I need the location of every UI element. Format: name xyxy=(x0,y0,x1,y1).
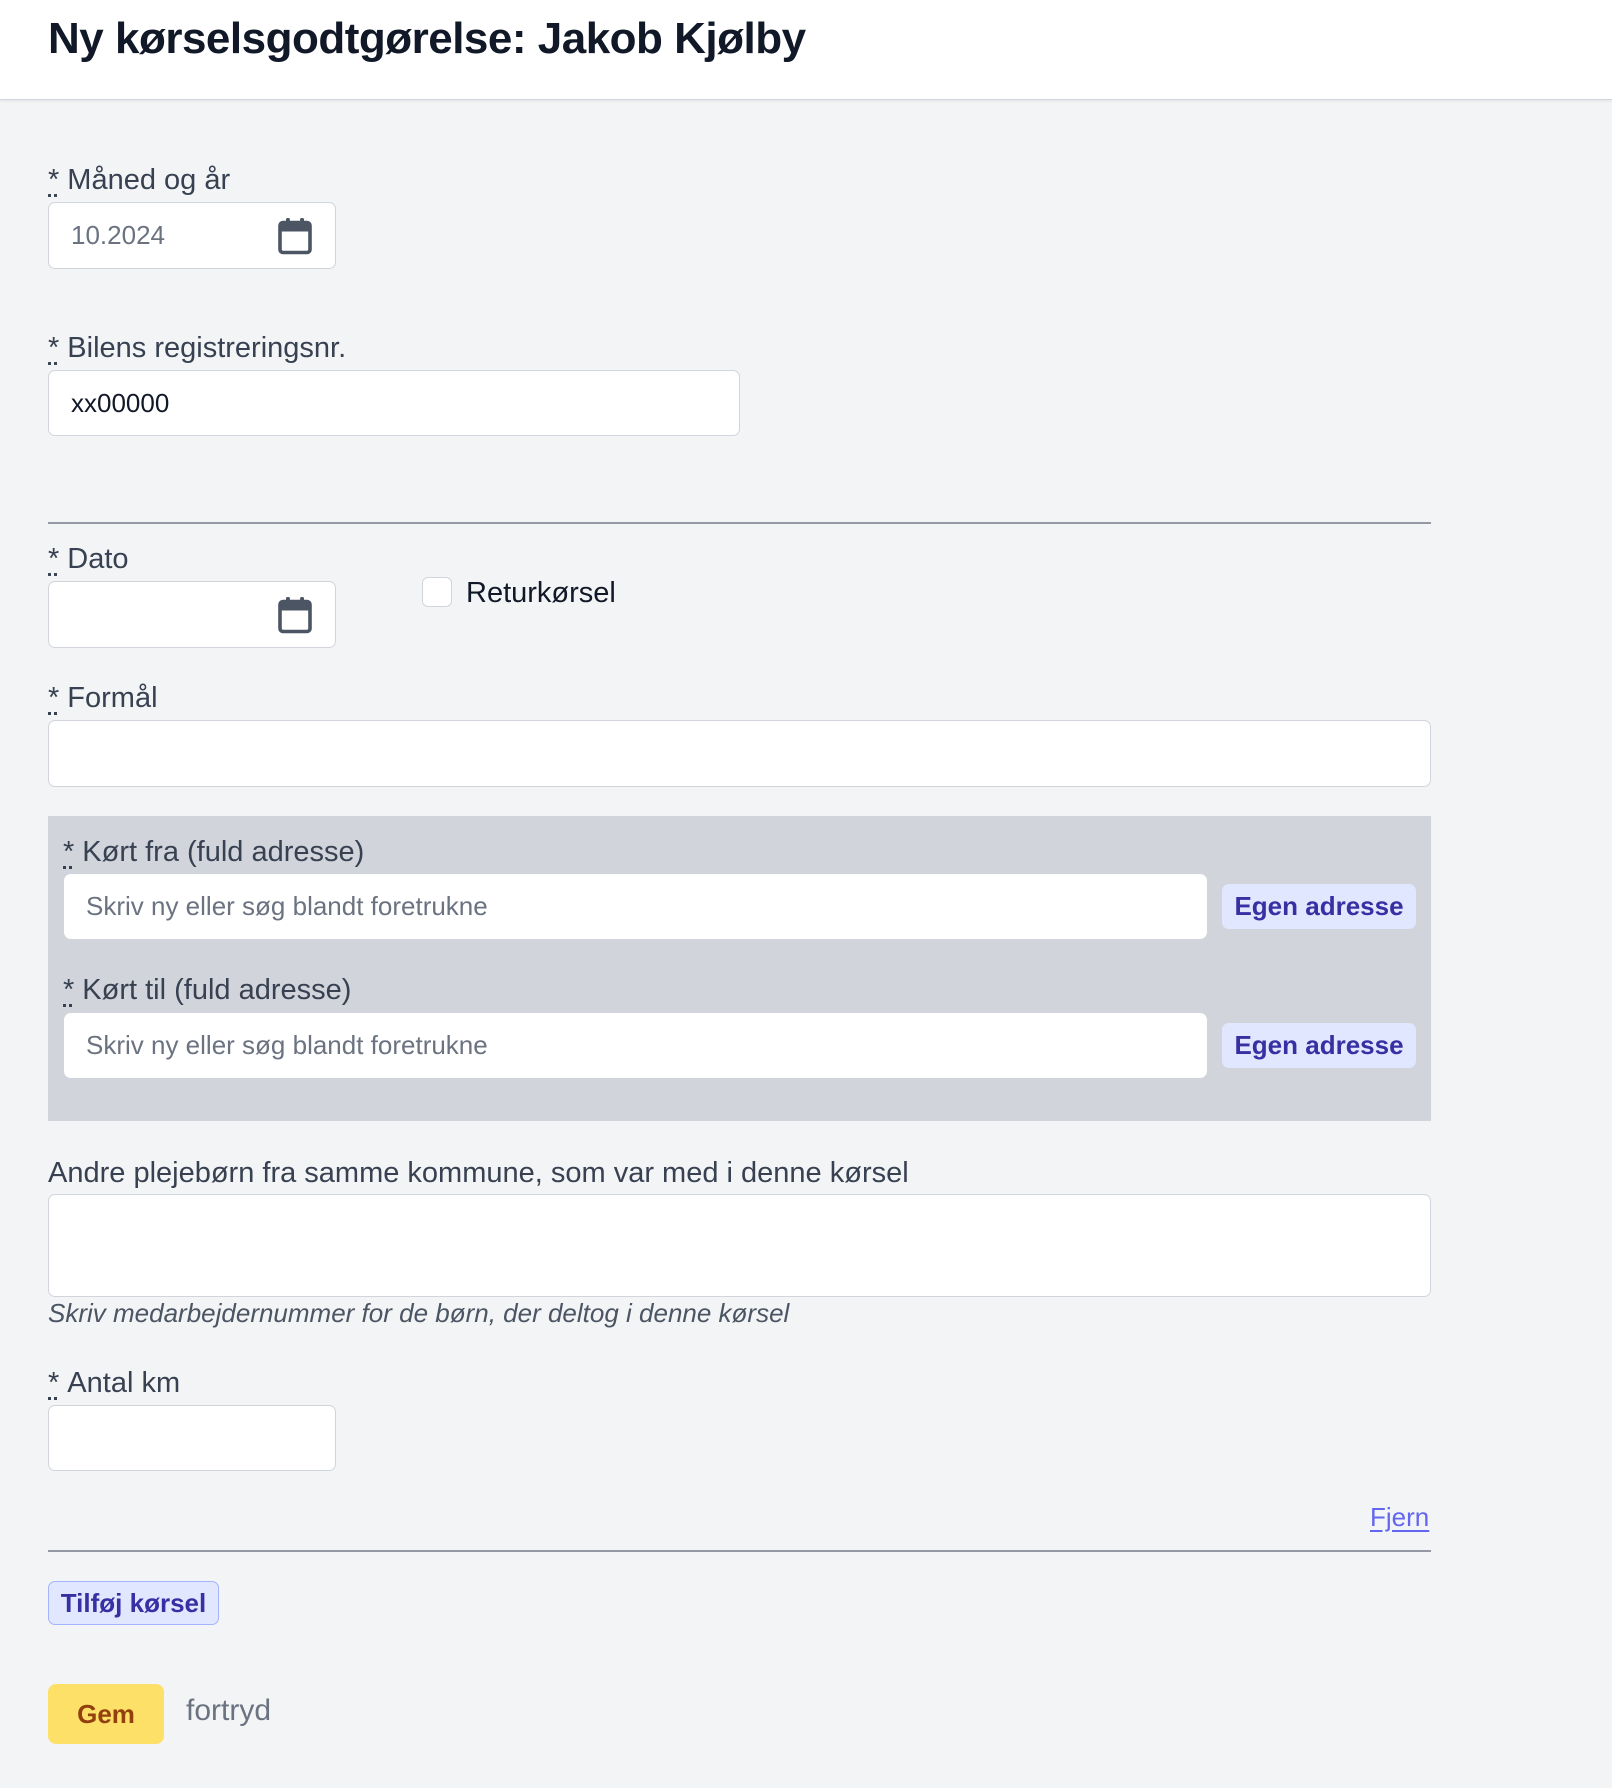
page-header xyxy=(0,0,1612,100)
calendar-icon[interactable] xyxy=(277,595,313,635)
to-address-placeholder: Skriv ny eller søg blandt foretrukne xyxy=(86,1030,488,1060)
purpose-label xyxy=(48,680,158,716)
other-children-textarea[interactable] xyxy=(48,1194,1431,1297)
from-address-placeholder: Skriv ny eller søg blandt foretrukne xyxy=(86,891,488,921)
km-label-text: Antal km xyxy=(67,1367,181,1399)
from-own-address-button[interactable]: Egen adresse xyxy=(1222,884,1416,929)
date-picker[interactable] xyxy=(48,581,336,648)
divider xyxy=(48,1550,1431,1552)
from-address-input[interactable] xyxy=(64,874,1207,939)
km-label xyxy=(48,1365,180,1401)
return-trip-label: Returkørsel xyxy=(466,577,616,609)
other-children-helper: Skriv medarbejdernummer for de børn, der deltog i denne kørsel xyxy=(48,1298,790,1328)
registration-label-text: Bilens registreringsnr. xyxy=(67,332,347,364)
from-label-text: Kørt fra (fuld adresse) xyxy=(82,836,365,868)
registration-label xyxy=(48,330,346,366)
date-label-text: Dato xyxy=(67,543,129,575)
month-year-label xyxy=(48,162,230,198)
required-marker: * xyxy=(48,1367,60,1399)
registration-value: xx00000 xyxy=(71,387,170,418)
cancel-link[interactable]: fortryd xyxy=(186,1694,272,1727)
purpose-label-text: Formål xyxy=(67,682,158,714)
required-marker: * xyxy=(48,543,60,575)
required-marker: * xyxy=(48,682,60,714)
remove-trip-link[interactable]: Fjern xyxy=(1370,1502,1430,1532)
to-address-input[interactable] xyxy=(64,1013,1207,1078)
month-year-value: 10.2024 xyxy=(71,220,165,250)
calendar-icon[interactable] xyxy=(277,216,313,256)
month-year-label-text: Måned og år xyxy=(67,164,231,196)
to-own-address-button[interactable]: Egen adresse xyxy=(1222,1023,1416,1068)
required-marker: * xyxy=(63,836,75,868)
date-label xyxy=(48,541,129,577)
month-year-picker[interactable] xyxy=(48,202,336,269)
required-marker: * xyxy=(48,332,60,364)
purpose-input[interactable] xyxy=(48,720,1431,787)
km-input[interactable] xyxy=(48,1405,336,1471)
registration-input[interactable] xyxy=(48,370,740,436)
required-marker: * xyxy=(48,164,60,196)
from-label xyxy=(63,834,364,870)
add-trip-button[interactable]: Tilføj kørsel xyxy=(48,1581,219,1625)
other-children-label: Andre plejebørn fra samme kommune, som var med i denne kørsel xyxy=(48,1157,909,1189)
save-button[interactable]: Gem xyxy=(48,1684,164,1744)
to-label xyxy=(63,972,351,1008)
divider xyxy=(48,522,1431,524)
return-trip-checkbox[interactable] xyxy=(422,577,452,607)
required-marker: * xyxy=(63,974,75,1006)
page-title: Ny kørselsgodtgørelse: Jakob Kjølby xyxy=(48,14,806,63)
to-label-text: Kørt til (fuld adresse) xyxy=(82,974,352,1006)
